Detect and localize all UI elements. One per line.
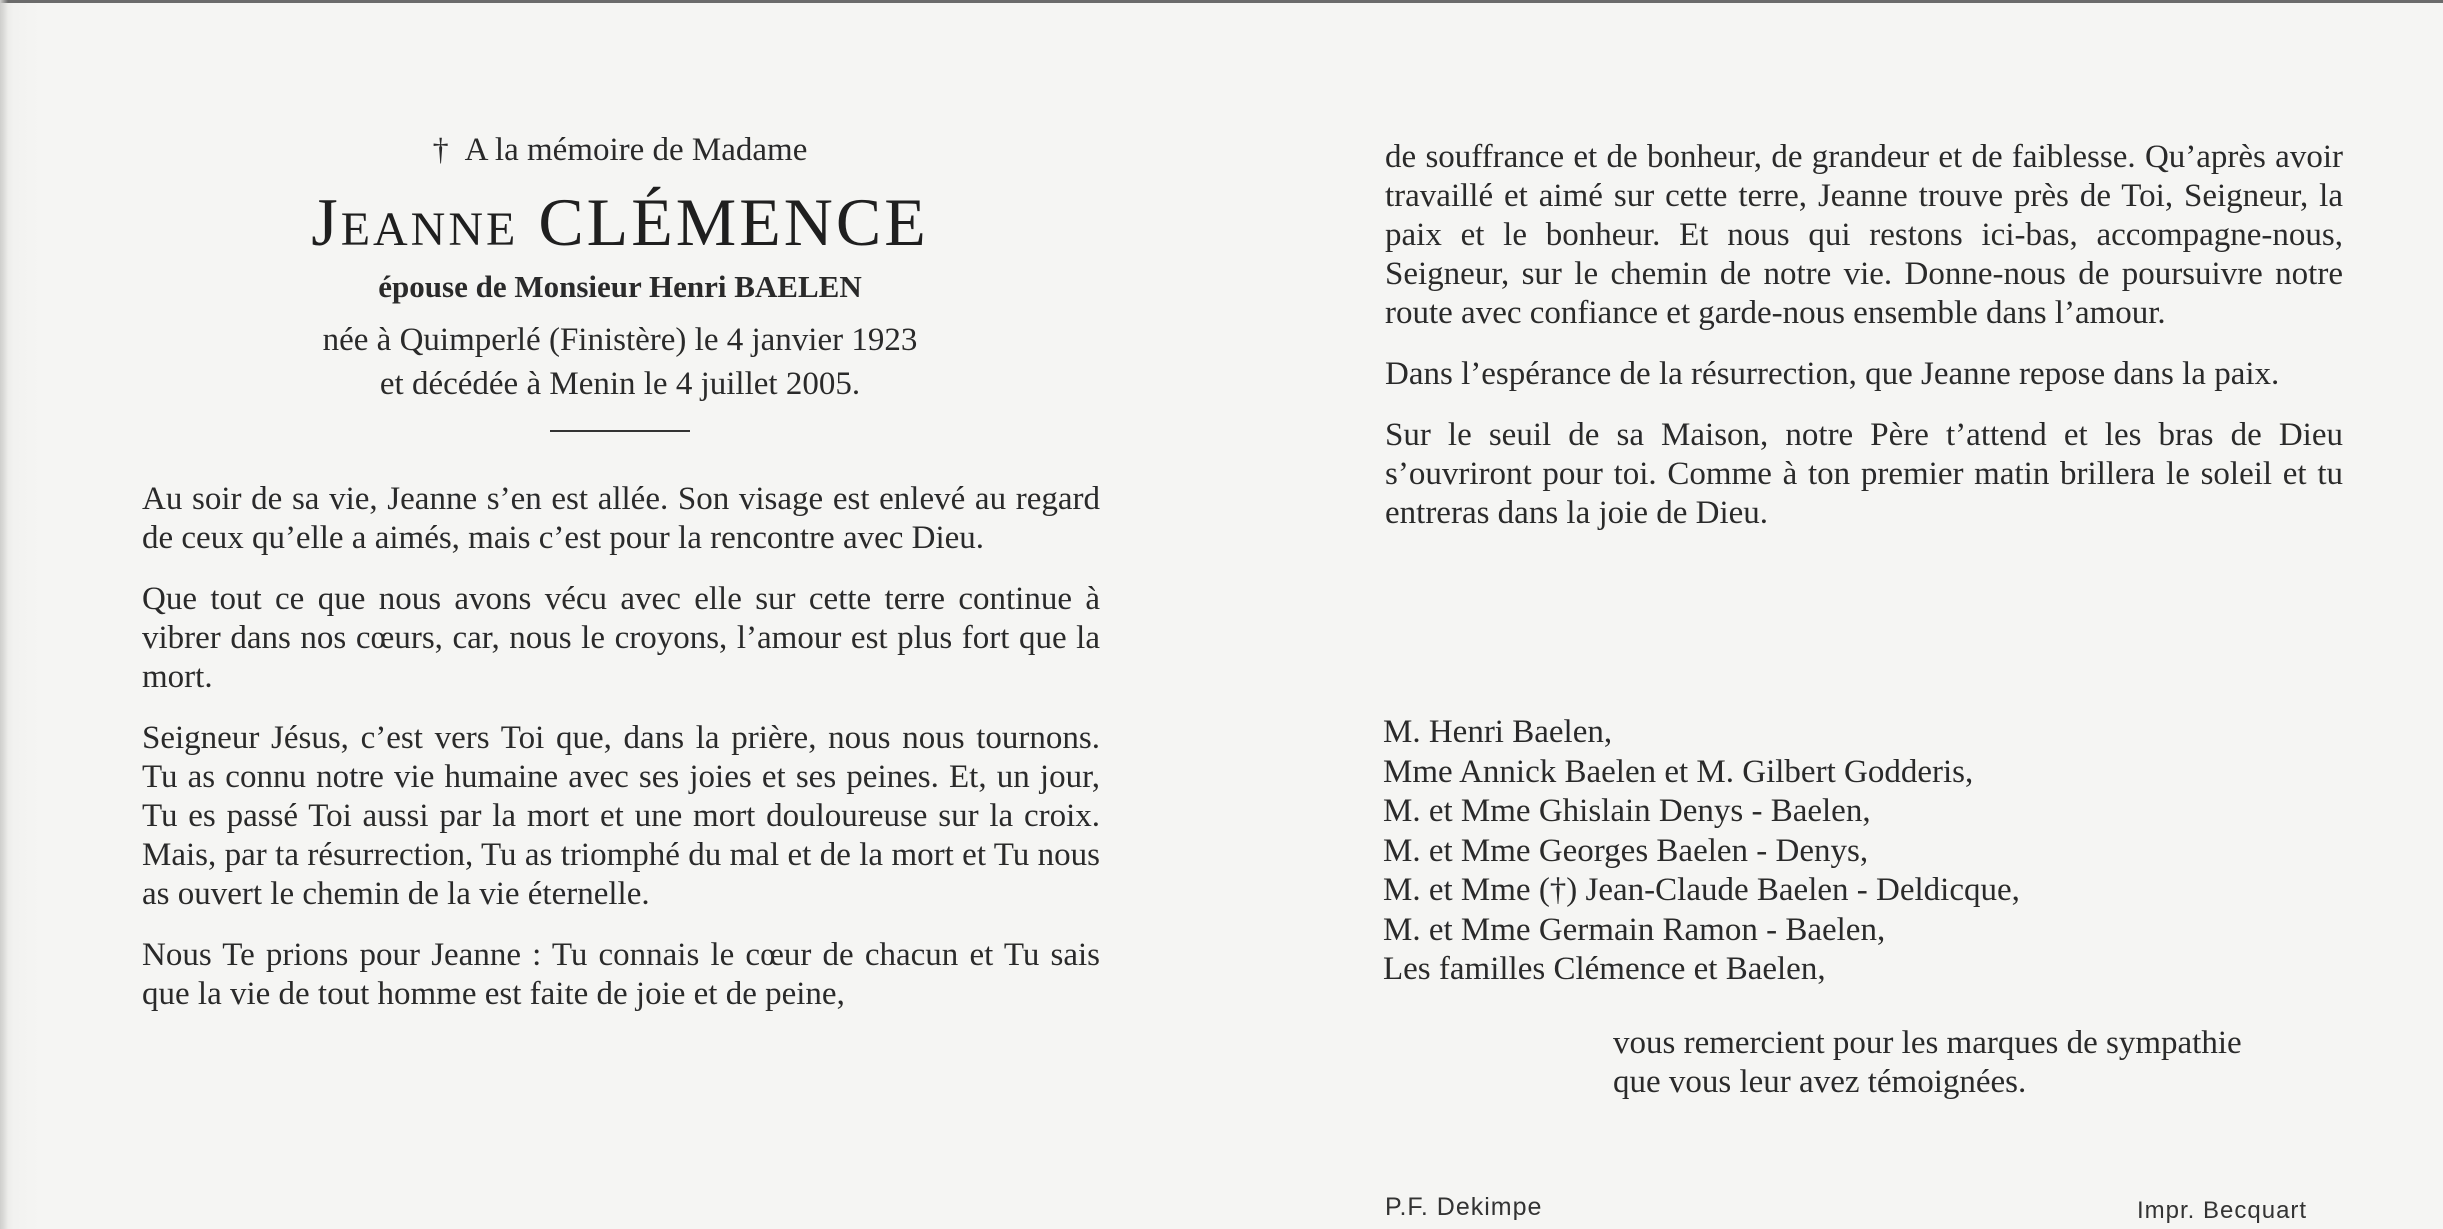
- printer-credit: Impr. Becquart: [2137, 1197, 2308, 1224]
- paragraph: Que tout ce que nous avons vécu avec elle sur cette terre continue à vibrer dans nos cœurs, car, nous le croyons, l’amour est plus fort que la mort.: [142, 581, 1100, 695]
- family-member: M. Henri Baelen,: [1383, 714, 1613, 750]
- paragraph: Au soir de sa vie, Jeanne s’en est allée. Son visage est enlevé au regard de ceux qu’elle a aimés, mais c’est pour la rencontre avec Dieu.: [142, 481, 1100, 556]
- memory-line: [140, 125, 1100, 174]
- funeral-home-credit: P.F. Dekimpe: [1385, 1193, 1543, 1221]
- life-dates: [140, 318, 1100, 406]
- family-member: M. et Mme Georges Baelen - Denys,: [1383, 832, 1869, 869]
- thanks-line: que vous leur avez témoignées.: [1613, 1064, 2027, 1100]
- family-member: Mme Annick Baelen et M. Gilbert Godderis,: [1383, 753, 1974, 790]
- right-column-text: [1385, 138, 2343, 555]
- left-edge-shadow: [0, 0, 8, 1229]
- memory-text: A la mémoire de Madame: [464, 132, 808, 168]
- thanks-line: vous remercient pour les marques de sympathie: [1613, 1025, 2242, 1061]
- paragraph: Dans l’espérance de la résurrection, que Jeanne repose dans la paix.: [1385, 356, 2280, 392]
- family-member: M. et Mme Germain Ramon - Baelen,: [1383, 911, 1886, 948]
- birth-line: née à Quimperlé (Finistère) le 4 janvier 1923: [322, 322, 918, 358]
- family-member: M. et Mme (†) Jean-Claude Baelen - Deldicque,: [1383, 872, 2020, 908]
- paragraph: Seigneur Jésus, c’est vers Toi que, dans la prière, nous nous tournons. Tu as connu notre vie humaine avec ses joies et ses peines. Et, un jour, Tu es passé Toi aussi par la mort et une mort douloureuse sur la croix. Mais, par ta résurrection, Tu as triomphé du mal et de la mort et Tu nous as ouvert le chemin de la vie éternelle.: [142, 720, 1100, 912]
- left-column-text: [142, 480, 1100, 1036]
- family-member: M. et Mme Ghislain Denys - Baelen,: [1383, 793, 1871, 829]
- header-divider: [550, 430, 690, 432]
- top-edge-line: [0, 0, 2443, 3]
- thanks-note: [1613, 1024, 2373, 1102]
- family-list: [1383, 713, 2343, 990]
- spouse-line: épouse de Monsieur Henri BAELEN: [378, 269, 862, 304]
- paragraph: de souffrance et de bonheur, de grandeur et de faiblesse. Qu’après avoir travaillé et aimé sur cette terre, Jeanne trouve près de Toi, Seigneur, la paix et le bonheur. Et nous qui restons ici-bas, accompagne-nous, Seigneur, sur le chemin de notre vie. Donne-nous de poursuivre notre route avec confiance et garde-nous ensemble dans l’amour.: [1385, 139, 2343, 331]
- paragraph: Nous Te prions pour Jeanne : Tu connais le cœur de chacun et Tu sais que la vie de tout homme est faite de joie et de peine,: [142, 937, 1100, 1012]
- death-line: et décédée à Menin le 4 juillet 2005.: [379, 366, 861, 402]
- cross-icon: †: [432, 131, 449, 167]
- memorial-header: [140, 125, 1100, 432]
- deceased-name: Jeanne CLÉMENCE: [311, 184, 929, 260]
- family-member: Les familles Clémence et Baelen,: [1383, 951, 1826, 987]
- paragraph: Sur le seuil de sa Maison, notre Père t’attend et les bras de Dieu s’ouvriront pour toi. Comme à ton premier matin brillera le soleil et tu entreras dans la joie de Dieu.: [1385, 417, 2343, 531]
